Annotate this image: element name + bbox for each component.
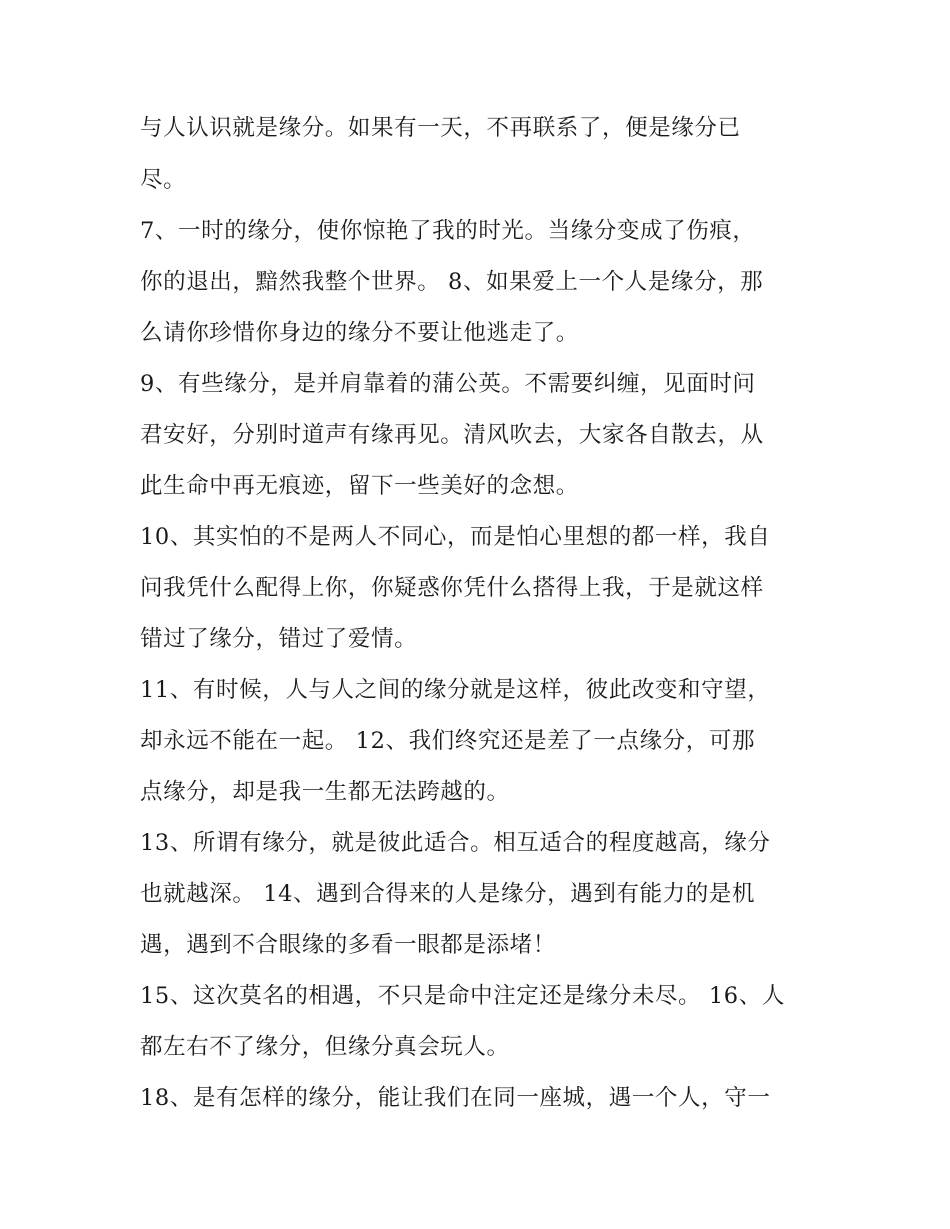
text-line: 9、有些缘分，是并肩靠着的蒲公英。不需要纠缠，见面时问 (140, 371, 756, 397)
text-line: 都左右不了缘分，但缘分真会玩人。 (140, 1034, 510, 1060)
text-line: 问我凭什么配得上你，你疑惑你凭什么搭得上我，于是就这样 (140, 575, 764, 601)
text-line: 15、这次莫名的相遇，不只是命中注定还是缘分未尽。 16、人 (140, 983, 785, 1009)
text-line: 点缘分，却是我一生都无法跨越的。 (140, 779, 510, 805)
text-line: 错过了缘分，错过了爱情。 (140, 626, 418, 652)
text-line: 13、所谓有缘分，就是彼此适合。相互适合的程度越高，缘分 (140, 830, 771, 856)
text-line: 却永远不能在一起。 12、我们终究还是差了一点缘分，可那 (140, 728, 756, 754)
text-line: 么请你珍惜你身边的缘分不要让他逃走了。 (140, 320, 579, 346)
text-line: 遇，遇到不合眼缘的多看一眼都是添堵！ (140, 932, 556, 958)
text-line: 与人认识就是缘分。如果有一天，不再联系了，便是缘分已 (140, 115, 741, 141)
text-line: 也就越深。 14、遇到合得来的人是缘分，遇到有能力的是机 (140, 881, 756, 907)
text-line: 7、一时的缘分，使你惊艳了我的时光。当缘分变成了伤痕， (140, 218, 756, 244)
text-line: 你的退出，黯然我整个世界。 8、如果爱上一个人是缘分，那 (140, 269, 764, 295)
text-line: 18、是有怎样的缘分，能让我们在同一座城，遇一个人，守一 (140, 1085, 771, 1111)
text-line: 君安好，分别时道声有缘再见。清风吹去，大家各自散去，从 (140, 422, 764, 448)
text-line: 此生命中再无痕迹，留下一些美好的念想。 (140, 473, 579, 499)
text-line: 10、其实怕的不是两人不同心，而是怕心里想的都一样，我自 (140, 524, 771, 550)
text-line: 11、有时候，人与人之间的缘分就是这样，彼此改变和守望， (140, 677, 771, 703)
text-line: 尽。 (140, 167, 187, 193)
